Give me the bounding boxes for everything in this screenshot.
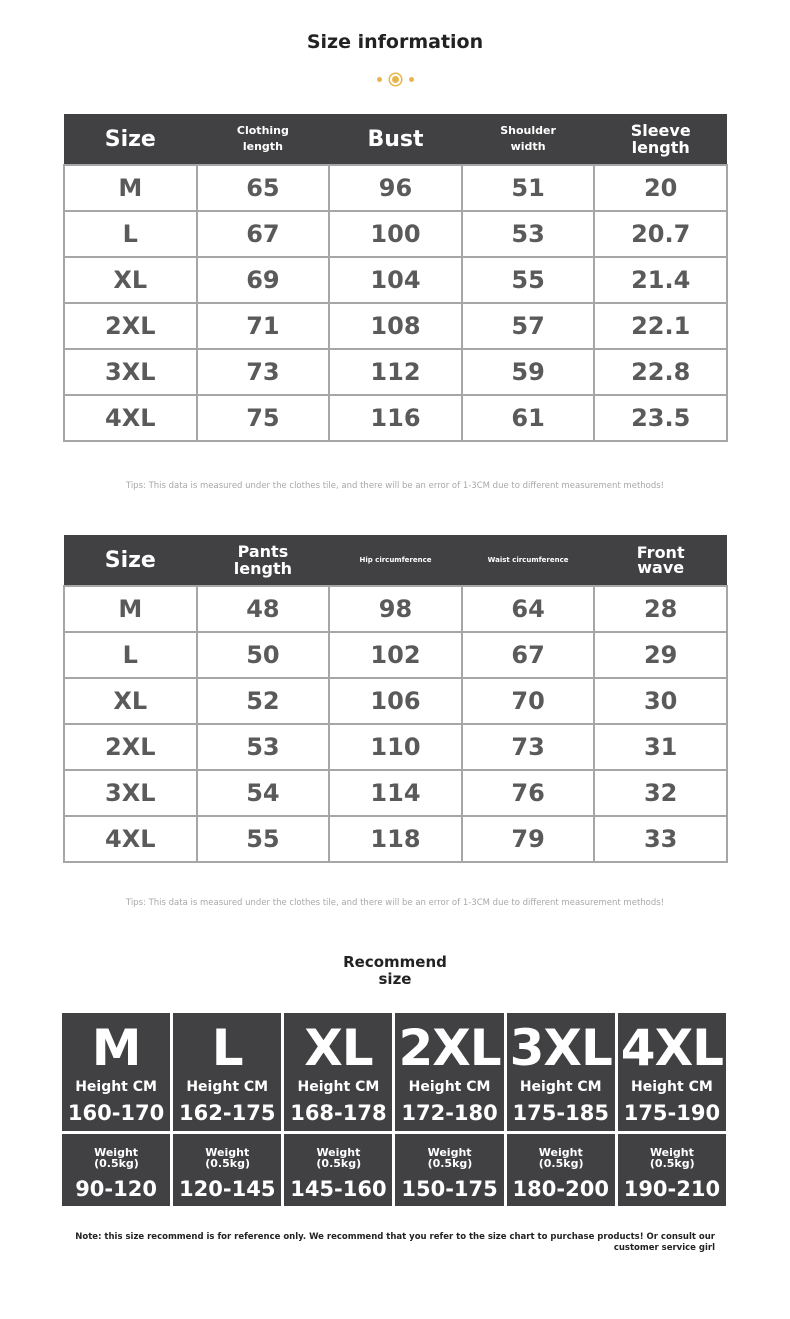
value-cell: 98 <box>329 586 462 632</box>
page-title: Size information <box>306 31 484 53</box>
height-label: Height CM <box>408 1079 491 1095</box>
height-range: 172-180 <box>401 1101 498 1125</box>
size-cell: XL <box>64 257 197 303</box>
value-cell: 67 <box>462 632 595 678</box>
height-label: Height CM <box>186 1079 269 1095</box>
value-cell: 51 <box>462 165 595 211</box>
recommend-weight-block <box>507 1134 615 1206</box>
recommend-size: 2XL <box>398 1019 501 1077</box>
value-cell: 52 <box>197 678 330 724</box>
recommend-card <box>618 1013 726 1206</box>
recommend-title <box>0 954 790 988</box>
table-row <box>64 165 727 211</box>
value-cell: 50 <box>197 632 330 678</box>
tips-text-top: Tips: This data is measured under the clothes tile, and there will be an error of 1-3CM due to different measurement methods! <box>125 481 665 491</box>
table-row <box>64 724 727 770</box>
value-cell: 32 <box>594 770 727 816</box>
value-cell: 70 <box>462 678 595 724</box>
header-size: Size <box>64 535 197 586</box>
size-cell: L <box>64 632 197 678</box>
value-cell: 104 <box>329 257 462 303</box>
table-row <box>64 395 727 441</box>
table-row <box>64 257 727 303</box>
weight-range: 180-200 <box>512 1177 609 1201</box>
recommend-weight-block <box>173 1134 281 1206</box>
recommend-height-block <box>62 1013 170 1131</box>
recommend-size: M <box>91 1019 141 1077</box>
value-cell: 71 <box>197 303 330 349</box>
value-cell: 20.7 <box>594 211 727 257</box>
weight-label: Weight (0.5kg) <box>94 1146 139 1170</box>
height-label: Height CM <box>75 1079 157 1095</box>
recommend-weight-block <box>62 1134 170 1206</box>
recommend-height-block <box>507 1013 615 1131</box>
value-cell: 48 <box>197 586 330 632</box>
table-row <box>64 303 727 349</box>
header-shoulder-width <box>462 114 595 165</box>
recommend-height-block <box>173 1013 281 1131</box>
size-cell: 3XL <box>64 770 197 816</box>
value-cell: 61 <box>462 395 595 441</box>
height-range: 175-190 <box>623 1101 721 1125</box>
value-cell: 59 <box>462 349 595 395</box>
table-row <box>64 349 727 395</box>
value-cell: 33 <box>594 816 727 862</box>
value-cell: 22.8 <box>594 349 727 395</box>
top-size-table <box>63 114 728 442</box>
weight-label: Weight (0.5kg) <box>538 1146 584 1170</box>
header-bust: Bust <box>329 114 462 165</box>
recommend-size: 3XL <box>509 1019 612 1077</box>
value-cell: 100 <box>329 211 462 257</box>
recommend-title-label: Recommend size <box>343 953 447 988</box>
recommend-weight-block <box>284 1134 392 1206</box>
recommend-size: L <box>211 1019 243 1077</box>
table-row <box>64 678 727 724</box>
dot-ring-icon <box>392 76 399 83</box>
value-cell: 73 <box>462 724 595 770</box>
recommend-height-block <box>284 1013 392 1131</box>
recommend-card <box>284 1013 392 1206</box>
recommend-weight-block <box>618 1134 726 1206</box>
table-row <box>64 770 727 816</box>
value-cell: 118 <box>329 816 462 862</box>
table-row <box>64 586 727 632</box>
header-hip-circumference: Hip circumference <box>329 535 462 586</box>
header-size: Size <box>64 114 197 165</box>
size-cell: 2XL <box>64 303 197 349</box>
dot-icon <box>409 77 414 82</box>
header-front-wave-label: Front wave <box>636 543 685 577</box>
height-range: 160-170 <box>67 1101 165 1125</box>
value-cell: 55 <box>197 816 330 862</box>
value-cell: 23.5 <box>594 395 727 441</box>
recommend-grid <box>62 1013 726 1206</box>
decorative-dots <box>0 76 790 83</box>
recommend-height-block <box>395 1013 503 1131</box>
size-cell: 4XL <box>64 395 197 441</box>
tips-text-bottom: Tips: This data is measured under the clothes tile, and there will be an error of 1-3CM due to different measurement methods! <box>125 898 665 908</box>
value-cell: 106 <box>329 678 462 724</box>
recommend-size: XL <box>304 1019 373 1077</box>
header-clothing-length-label: Clothing length <box>236 124 289 153</box>
value-cell: 73 <box>197 349 330 395</box>
table-row <box>64 632 727 678</box>
note-text: Note: this size recommend is for reference only. We recommend that you refer to the size chart to purchase products! Or consult our customer service girl <box>75 1232 715 1253</box>
height-range: 175-185 <box>512 1101 609 1125</box>
size-cell: 3XL <box>64 349 197 395</box>
height-label: Height CM <box>631 1079 713 1095</box>
table-row <box>64 211 727 257</box>
value-cell: 31 <box>594 724 727 770</box>
table-header-row <box>64 535 727 586</box>
recommend-card <box>395 1013 503 1206</box>
value-cell: 29 <box>594 632 727 678</box>
value-cell: 76 <box>462 770 595 816</box>
value-cell: 65 <box>197 165 330 211</box>
height-range: 168-178 <box>290 1101 387 1125</box>
weight-range: 120-145 <box>179 1177 276 1201</box>
weight-label: Weight (0.5kg) <box>649 1146 695 1170</box>
value-cell: 75 <box>197 395 330 441</box>
height-label: Height CM <box>519 1079 602 1095</box>
height-range: 162-175 <box>179 1101 276 1125</box>
recommend-card <box>62 1013 170 1206</box>
header-pants-length <box>197 535 330 586</box>
header-waist-circumference: Waist circumference <box>462 535 595 586</box>
value-cell: 110 <box>329 724 462 770</box>
weight-range: 150-175 <box>401 1177 498 1201</box>
value-cell: 54 <box>197 770 330 816</box>
weight-label: Weight (0.5kg) <box>427 1146 473 1170</box>
bottom-size-table <box>63 535 728 863</box>
header-clothing-length <box>197 114 330 165</box>
size-cell: M <box>64 165 197 211</box>
value-cell: 67 <box>197 211 330 257</box>
size-cell: 2XL <box>64 724 197 770</box>
recommend-card <box>507 1013 615 1206</box>
recommend-weight-block <box>395 1134 503 1206</box>
table-row <box>64 816 727 862</box>
height-label: Height CM <box>297 1079 380 1095</box>
value-cell: 57 <box>462 303 595 349</box>
value-cell: 55 <box>462 257 595 303</box>
weight-range: 145-160 <box>290 1177 387 1201</box>
table-header-row <box>64 114 727 165</box>
recommend-size: 4XL <box>620 1019 723 1077</box>
header-pants-length-label: Pants length <box>233 542 292 578</box>
value-cell: 96 <box>329 165 462 211</box>
weight-range: 190-210 <box>623 1177 721 1201</box>
value-cell: 69 <box>197 257 330 303</box>
value-cell: 64 <box>462 586 595 632</box>
size-cell: L <box>64 211 197 257</box>
value-cell: 112 <box>329 349 462 395</box>
value-cell: 28 <box>594 586 727 632</box>
dot-icon <box>377 77 382 82</box>
value-cell: 30 <box>594 678 727 724</box>
recommend-card <box>173 1013 281 1206</box>
value-cell: 22.1 <box>594 303 727 349</box>
header-sleeve-length <box>594 114 727 165</box>
value-cell: 102 <box>329 632 462 678</box>
weight-label: Weight (0.5kg) <box>205 1146 250 1170</box>
header-shoulder-width-label: Shoulder width <box>500 124 556 153</box>
value-cell: 53 <box>462 211 595 257</box>
value-cell: 20 <box>594 165 727 211</box>
size-cell: M <box>64 586 197 632</box>
value-cell: 108 <box>329 303 462 349</box>
weight-range: 90-120 <box>75 1177 157 1201</box>
value-cell: 116 <box>329 395 462 441</box>
value-cell: 21.4 <box>594 257 727 303</box>
weight-label: Weight (0.5kg) <box>316 1146 362 1170</box>
size-cell: XL <box>64 678 197 724</box>
value-cell: 53 <box>197 724 330 770</box>
recommend-height-block <box>618 1013 726 1131</box>
size-cell: 4XL <box>64 816 197 862</box>
value-cell: 79 <box>462 816 595 862</box>
value-cell: 114 <box>329 770 462 816</box>
header-front-wave <box>594 535 727 586</box>
header-sleeve-length-label: Sleeve length <box>630 121 691 157</box>
